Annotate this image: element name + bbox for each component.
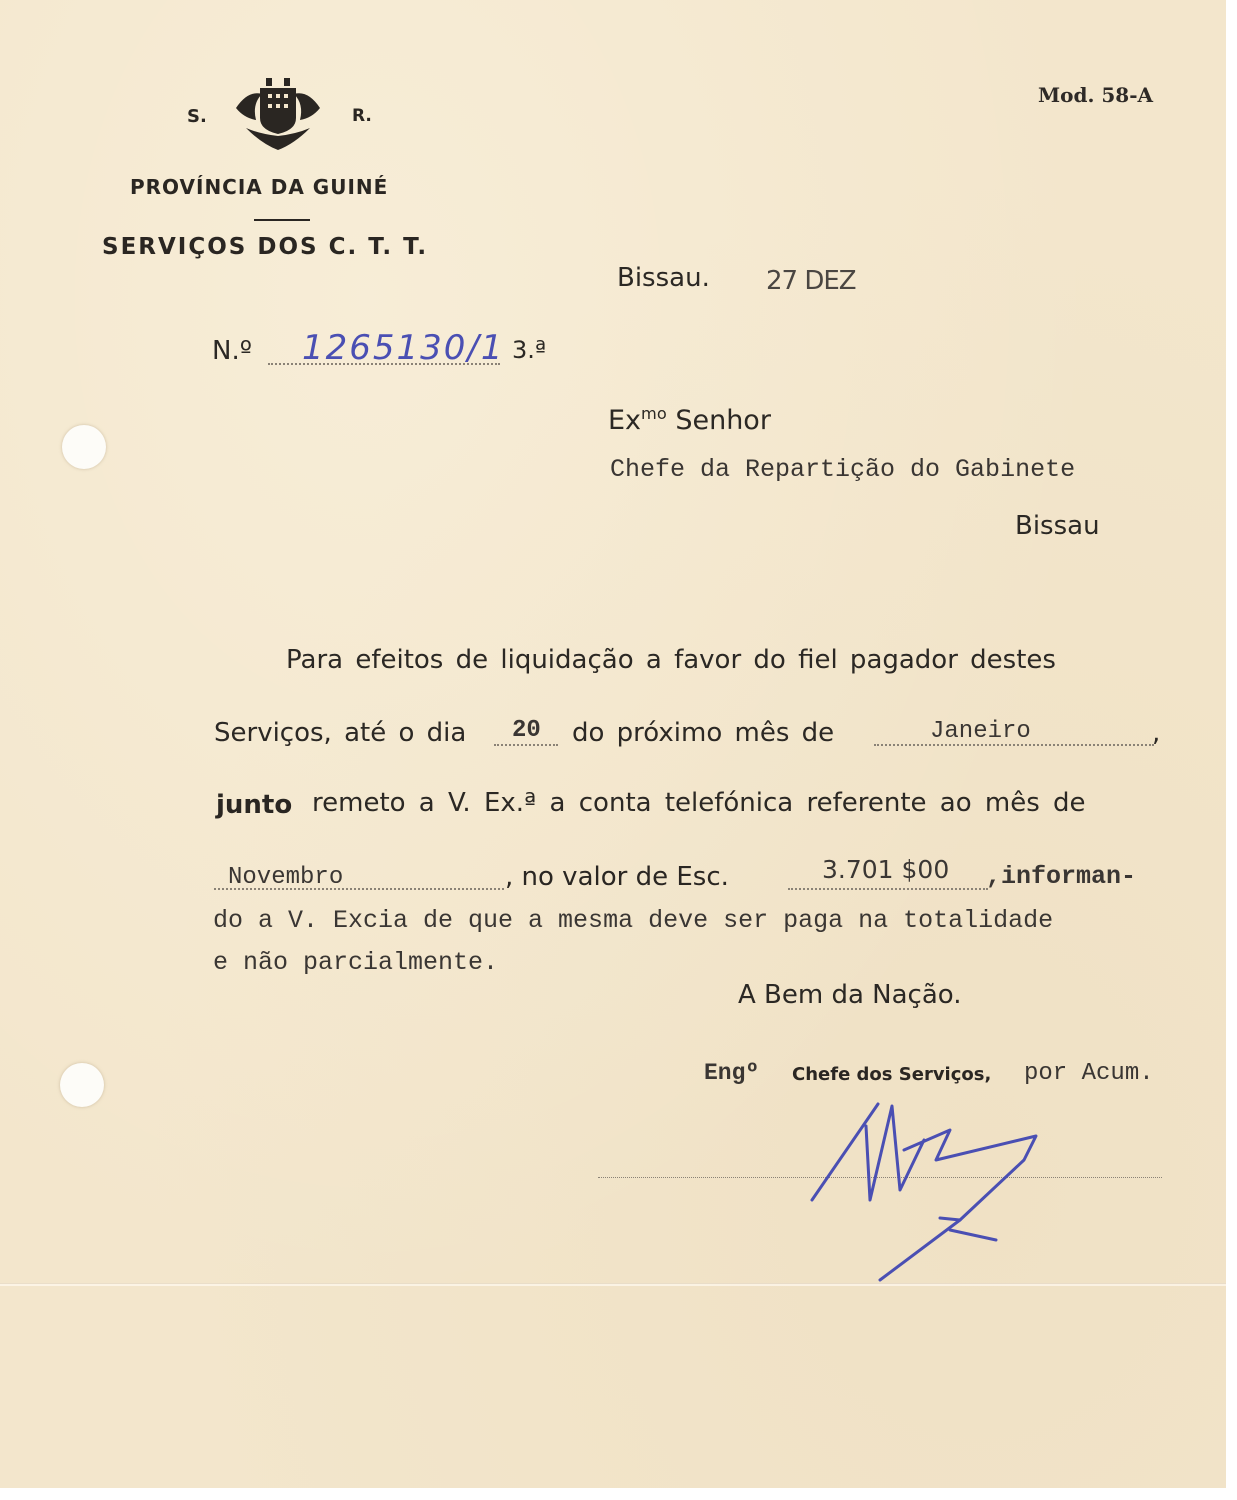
place-label: Bissau. (617, 263, 710, 293)
body-line-5: do a V. Excia de que a mesma deve ser paga na totalidade (213, 906, 1054, 935)
closing-motto: A Bem da Nação. (738, 980, 962, 1010)
amount-value: 3.701 $00 (822, 855, 950, 884)
letterhead-left-letter: S. (187, 106, 207, 127)
recipient-title: Chefe da Repartição do Gabinete (610, 455, 1076, 484)
body-line-2-end: , (1152, 718, 1161, 748)
day-value: 20 (512, 717, 541, 744)
signature-suffix: por Acum. (1024, 1060, 1154, 1087)
signature-title: Chefe dos Serviços, (792, 1064, 992, 1085)
body-line-2-start: Serviços, até o dia (214, 718, 467, 748)
province-name: PROVÍNCIA DA GUINÉ (130, 175, 389, 199)
body-line-1: Para efeitos de liquidação a favor do fiel pagador destes (286, 645, 1056, 675)
punch-hole (62, 425, 106, 469)
recipient-city: Bissau (1015, 511, 1100, 541)
service-name: SERVIÇOS DOS C. T. T. (102, 234, 429, 260)
letterhead-right-letter: R. (352, 106, 372, 126)
body-line-4-end: ,informan- (986, 862, 1137, 891)
punch-hole (60, 1063, 104, 1107)
day-field-line (494, 744, 558, 746)
coat-of-arms-icon (232, 78, 324, 152)
body-line-4-mid: , no valor de Esc. (505, 862, 729, 892)
month-due-value: Janeiro (930, 718, 1031, 745)
reference-label: N.º (212, 336, 252, 366)
date-stamp: 27 DEZ (766, 266, 856, 296)
month-ref-value: Novembro (228, 864, 344, 891)
reference-suffix: 3.ª (512, 336, 547, 364)
body-line-3: remeto a V. Ex.ª a conta telefónica referente ao mês de (312, 788, 1086, 818)
reference-number-handwritten: 1265130/1 (302, 328, 505, 368)
body-line-2-mid: do próximo mês de (572, 718, 835, 748)
signature-prefix: Engº (704, 1060, 760, 1086)
form-code: Mod. 58-A (1038, 83, 1154, 107)
amount-field-line (788, 888, 988, 890)
body-line-3-bold: junto (216, 790, 293, 820)
body-line-6: e não parcialmente. (213, 948, 499, 977)
handwritten-signature (800, 1090, 1140, 1290)
letterhead-divider (254, 219, 310, 221)
salutation: $Ex^{mo}$ Senhor (608, 404, 771, 436)
